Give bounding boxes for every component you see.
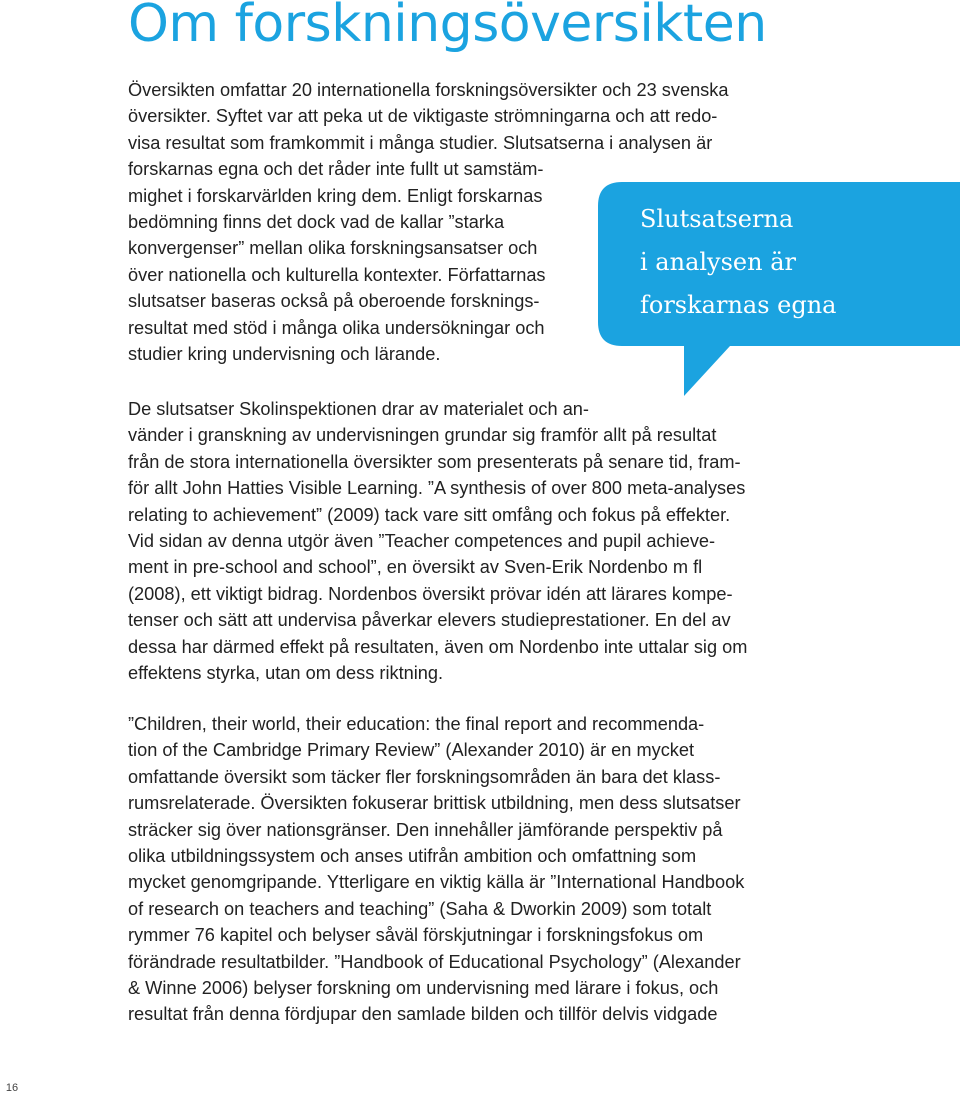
text-line: i analysen är	[640, 248, 796, 276]
text-line: sträcker sig över nationsgränser. Den innehåller jämförande perspektiv på	[128, 819, 723, 840]
text-line: slutsatser baseras också på oberoende forsknings-	[128, 291, 540, 312]
text-line: vänder i granskning av undervisningen grundar sig framför allt på resultat	[128, 425, 717, 446]
text-line: resultat från denna fördjupar den samlade bilden och tillför delvis vidgade	[128, 1004, 718, 1025]
text-line: förändrade resultatbilder. ”Handbook of Educational Psychology” (Alexander	[128, 951, 741, 972]
text-line: rymmer 76 kapitel och belyser såväl förskjutningar i forskningsfokus om	[128, 925, 704, 946]
text-line: resultat med stöd i många olika undersökningar och	[128, 317, 545, 338]
text-line: tion of the Cambridge Primary Review” (Alexander 2010) är en mycket	[128, 740, 695, 761]
text-line: of research on teachers and teaching” (Saha & Dworkin 2009) som totalt	[128, 898, 712, 919]
text-line: Vid sidan av denna utgör även ”Teacher competences and pupil achieve-	[128, 531, 716, 552]
text-line: översikter. Syftet var att peka ut de viktigaste strömningarna och att redo-	[128, 106, 718, 127]
text-line: Slutsatserna	[640, 205, 794, 233]
text-line: (2008), ett viktigt bidrag. Nordenbos översikt prövar idén att lärares kompe-	[128, 583, 733, 604]
text-line: & Winne 2006) belyser forskning om undervisning med lärare i fokus, och	[128, 978, 719, 999]
page-number: 16	[5, 1082, 19, 1094]
pull-quote	[598, 182, 960, 396]
text-line: studier kring undervisning och lärande.	[128, 344, 441, 365]
text-line: över nationella och kulturella kontexter. Författarnas	[128, 264, 546, 285]
text-line: omfattande översikt som täcker fler forskningsområden än bara det klass-	[128, 766, 721, 787]
text-line: för allt John Hatties Visible Learning. ”A synthesis of over 800 meta-analyses	[128, 478, 746, 499]
text-line: effektens styrka, utan om dess riktning.	[128, 663, 444, 684]
text-line: Översikten omfattar 20 internationella forskningsöversikter och 23 svenska	[128, 80, 729, 100]
text-line: forskarnas egna och det råder inte fullt ut samstäm-	[128, 159, 544, 180]
text-line: konvergenser” mellan olika forskningsansatser och	[128, 238, 538, 259]
text-line: mycket genomgripande. Ytterligare en viktig källa är ”International Handbook	[128, 872, 745, 893]
pull-quote-text	[640, 198, 837, 327]
text-line: från de stora internationella översikter som presenterats på senare tid, fram-	[128, 451, 741, 472]
text-line: visa resultat som framkommit i många studier. Slutsatserna i analysen är	[128, 132, 713, 153]
text-line: olika utbildningssystem och anses utifrån ambition och omfattning som	[128, 846, 697, 867]
text-line: bedömning finns det dock vad de kallar ”starka	[128, 212, 505, 233]
text-line: De slutsatser Skolinspektionen drar av materialet och an-	[128, 399, 589, 419]
text-line: rumsrelaterade. Översikten fokuserar brittisk utbildning, men dess slutsatser	[128, 793, 741, 814]
body-paragraph-2	[128, 396, 747, 686]
body-paragraph-3	[128, 711, 744, 1028]
text-line: dessa har därmed effekt på resultaten, även om Nordenbo inte uttalar sig om	[128, 636, 748, 657]
text-line: tenser och sätt att undervisa påverkar elevers studieprestationer. En del av	[128, 610, 731, 631]
text-line: forskarnas egna	[640, 291, 837, 319]
text-line: mighet i forskarvärlden kring dem. Enligt forskarnas	[128, 185, 543, 206]
text-line: relating to achievement” (2009) tack vare sitt omfång och fokus på effekter.	[128, 504, 731, 525]
text-line: ”Children, their world, their education: the final report and recommenda-	[128, 714, 705, 734]
page-title: Om forskningsöversikten	[128, 0, 767, 54]
text-line: ment in pre-school and school”, en översikt av Sven-Erik Nordenbo m fl	[128, 557, 703, 578]
